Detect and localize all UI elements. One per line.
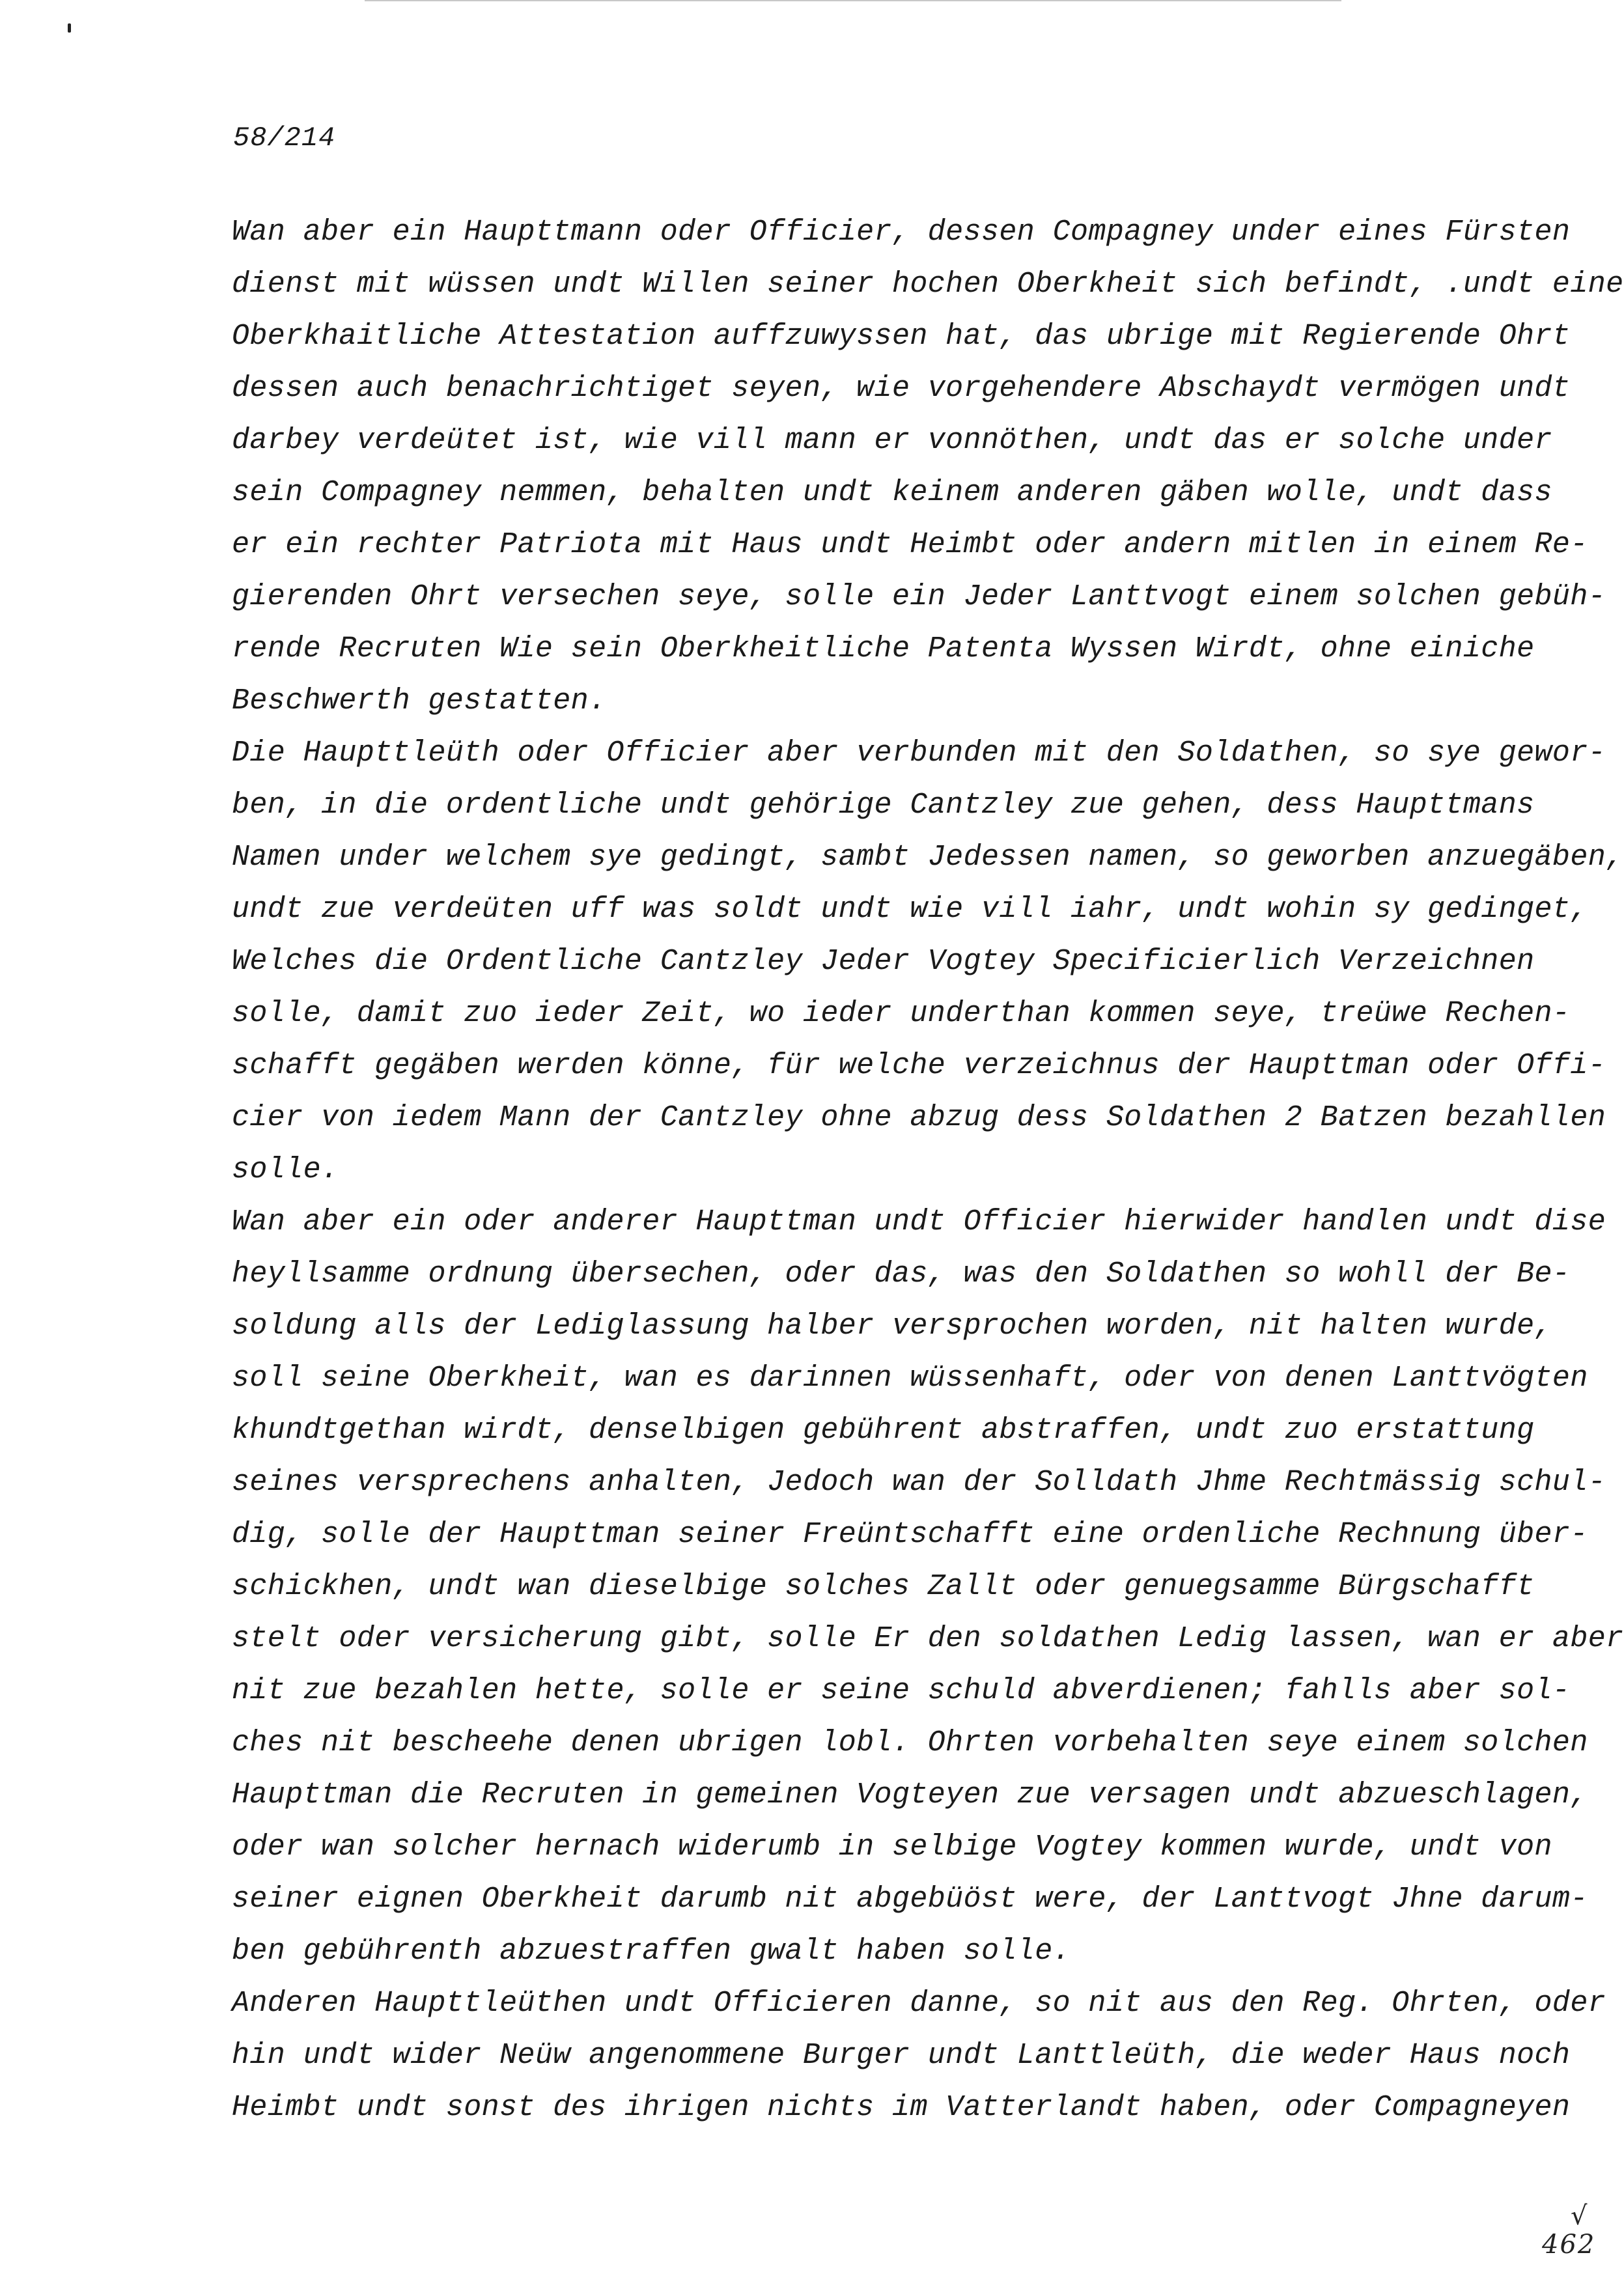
text-line: seiner eignen Oberkheit darumb nit abgebüöst were, der Lanttvogt Jhne darum- bbox=[232, 1883, 1588, 1916]
top-edge-rule bbox=[365, 0, 1341, 1]
text-line: cier von iedem Mann der Cantzley ohne abzug dess Soldathen 2 Batzen bezahllen bbox=[232, 1101, 1606, 1134]
text-line: rende Recruten Wie sein Oberkheitliche Patenta Wyssen Wirdt, ohne einiche bbox=[232, 632, 1535, 666]
text-line: Anderen Haupttleüthen undt Officieren danne, so nit aus den Reg. Ohrten, oder bbox=[232, 1987, 1606, 2020]
text-line: seines versprechens anhalten, Jedoch wan der Solldath Jhme Rechtmässig schul- bbox=[232, 1466, 1606, 1499]
text-line: undt zue verdeüten uff was soldt undt wie vill iahr, undt wohin sy gedinget, bbox=[232, 893, 1588, 926]
text-line: hin undt wider Neüw angenommene Burger undt Lanttleüth, die weder Haus noch bbox=[232, 2039, 1571, 2072]
text-line: ben gebührenth abzuestraffen gwalt haben solle. bbox=[232, 1935, 1071, 1968]
text-line: Oberkhaitliche Attestation auffzuwyssen hat, das ubrige mit Regierende Ohrt bbox=[232, 320, 1571, 353]
text-line: Namen under welchem sye gedingt, sambt Jedessen namen, so geworben anzuegäben, bbox=[232, 841, 1624, 874]
text-line: Die Haupttleüth oder Officier aber verbunden mit den Soldathen, so sye gewor- bbox=[232, 736, 1606, 770]
text-line: solle, damit zuo ieder Zeit, wo ieder underthan kommen seye, treüwe Rechen- bbox=[232, 997, 1571, 1030]
text-line: Wan aber ein Haupttmann oder Officier, dessen Compagney under eines Fürsten bbox=[232, 216, 1571, 249]
text-line: schickhen, undt wan dieselbige solches Zallt oder genuegsamme Bürgschafft bbox=[232, 1570, 1535, 1603]
text-line: schafft gegäben werden könne, für welche verzeichnus der Haupttman oder Offi- bbox=[232, 1049, 1606, 1082]
text-line: Haupttman die Recruten in gemeinen Vogteyen zue versagen undt abzueschlagen, bbox=[232, 1778, 1588, 1812]
text-line: dienst mit wüssen undt Willen seiner hochen Oberkheit sich befindt, .undt eine bbox=[232, 268, 1624, 301]
text-line: oder wan solcher hernach widerumb in selbige Vogtey kommen wurde, undt von bbox=[232, 1830, 1552, 1864]
text-line: Welches die Ordentliche Cantzley Jeder Vogtey Specificierlich Verzeichnen bbox=[232, 945, 1535, 978]
text-line: dessen auch benachrichtiget seyen, wie vorgehendere Abschaydt vermögen undt bbox=[232, 372, 1571, 405]
text-line: Beschwerth gestatten. bbox=[232, 684, 607, 718]
text-line: nit zue bezahlen hette, solle er seine schuld abverdienen; fahlls aber sol- bbox=[232, 1674, 1571, 1707]
text-line: gierenden Ohrt versechen seye, solle ein Jeder Lanttvogt einem solchen gebüh- bbox=[232, 580, 1606, 613]
text-line: dig, solle der Haupttman seiner Freüntschafft eine ordenliche Rechnung über- bbox=[232, 1518, 1588, 1551]
handwritten-folio-number: 462 bbox=[1542, 2230, 1596, 2260]
text-line: solle. bbox=[232, 1153, 339, 1186]
text-line: stelt oder versicherung gibt, solle Er den soldathen Ledig lassen, wan er aber bbox=[232, 1622, 1624, 1655]
text-line: heyllsamme ordnung übersechen, oder das, was den Soldathen so wohll der Be- bbox=[232, 1257, 1571, 1291]
text-line: er ein rechter Patriota mit Haus undt Heimbt oder andern mitlen in einem Re- bbox=[232, 528, 1588, 561]
text-line: Wan aber ein oder anderer Haupttman undt Officier hierwider handlen undt dise bbox=[232, 1205, 1606, 1239]
text-line: Heimbt undt sonst des ihrigen nichts im Vatterlandt haben, oder Compagneyen bbox=[232, 2091, 1571, 2124]
text-line: ches nit bescheehe denen ubrigen lobl. Ohrten vorbehalten seye einem solchen bbox=[232, 1726, 1588, 1759]
text-line: soll seine Oberkheit, wan es darinnen wüssenhaft, oder von denen Lanttvögten bbox=[232, 1362, 1588, 1395]
handwritten-annotation bbox=[1537, 2201, 1608, 2266]
check-mark-icon: √ bbox=[1571, 2201, 1588, 2231]
text-line: soldung alls der Lediglassung halber versprochen worden, nit halten wurde, bbox=[232, 1310, 1552, 1343]
document-body bbox=[232, 206, 1624, 2134]
text-line: ben, in die ordentliche undt gehörige Cantzley zue gehen, dess Haupttmans bbox=[232, 789, 1535, 822]
text-line: darbey verdeütet ist, wie vill mann er vonnöthen, undt das er solche under bbox=[232, 424, 1552, 457]
stray-ink-mark bbox=[68, 23, 71, 33]
text-line: khundtgethan wirdt, denselbigen gebührent abstraffen, undt zuo erstattung bbox=[232, 1414, 1535, 1447]
text-line: sein Compagney nemmen, behalten undt keinem anderen gäben wolle, undt dass bbox=[232, 476, 1552, 509]
page-number: 58/214 bbox=[233, 122, 336, 154]
